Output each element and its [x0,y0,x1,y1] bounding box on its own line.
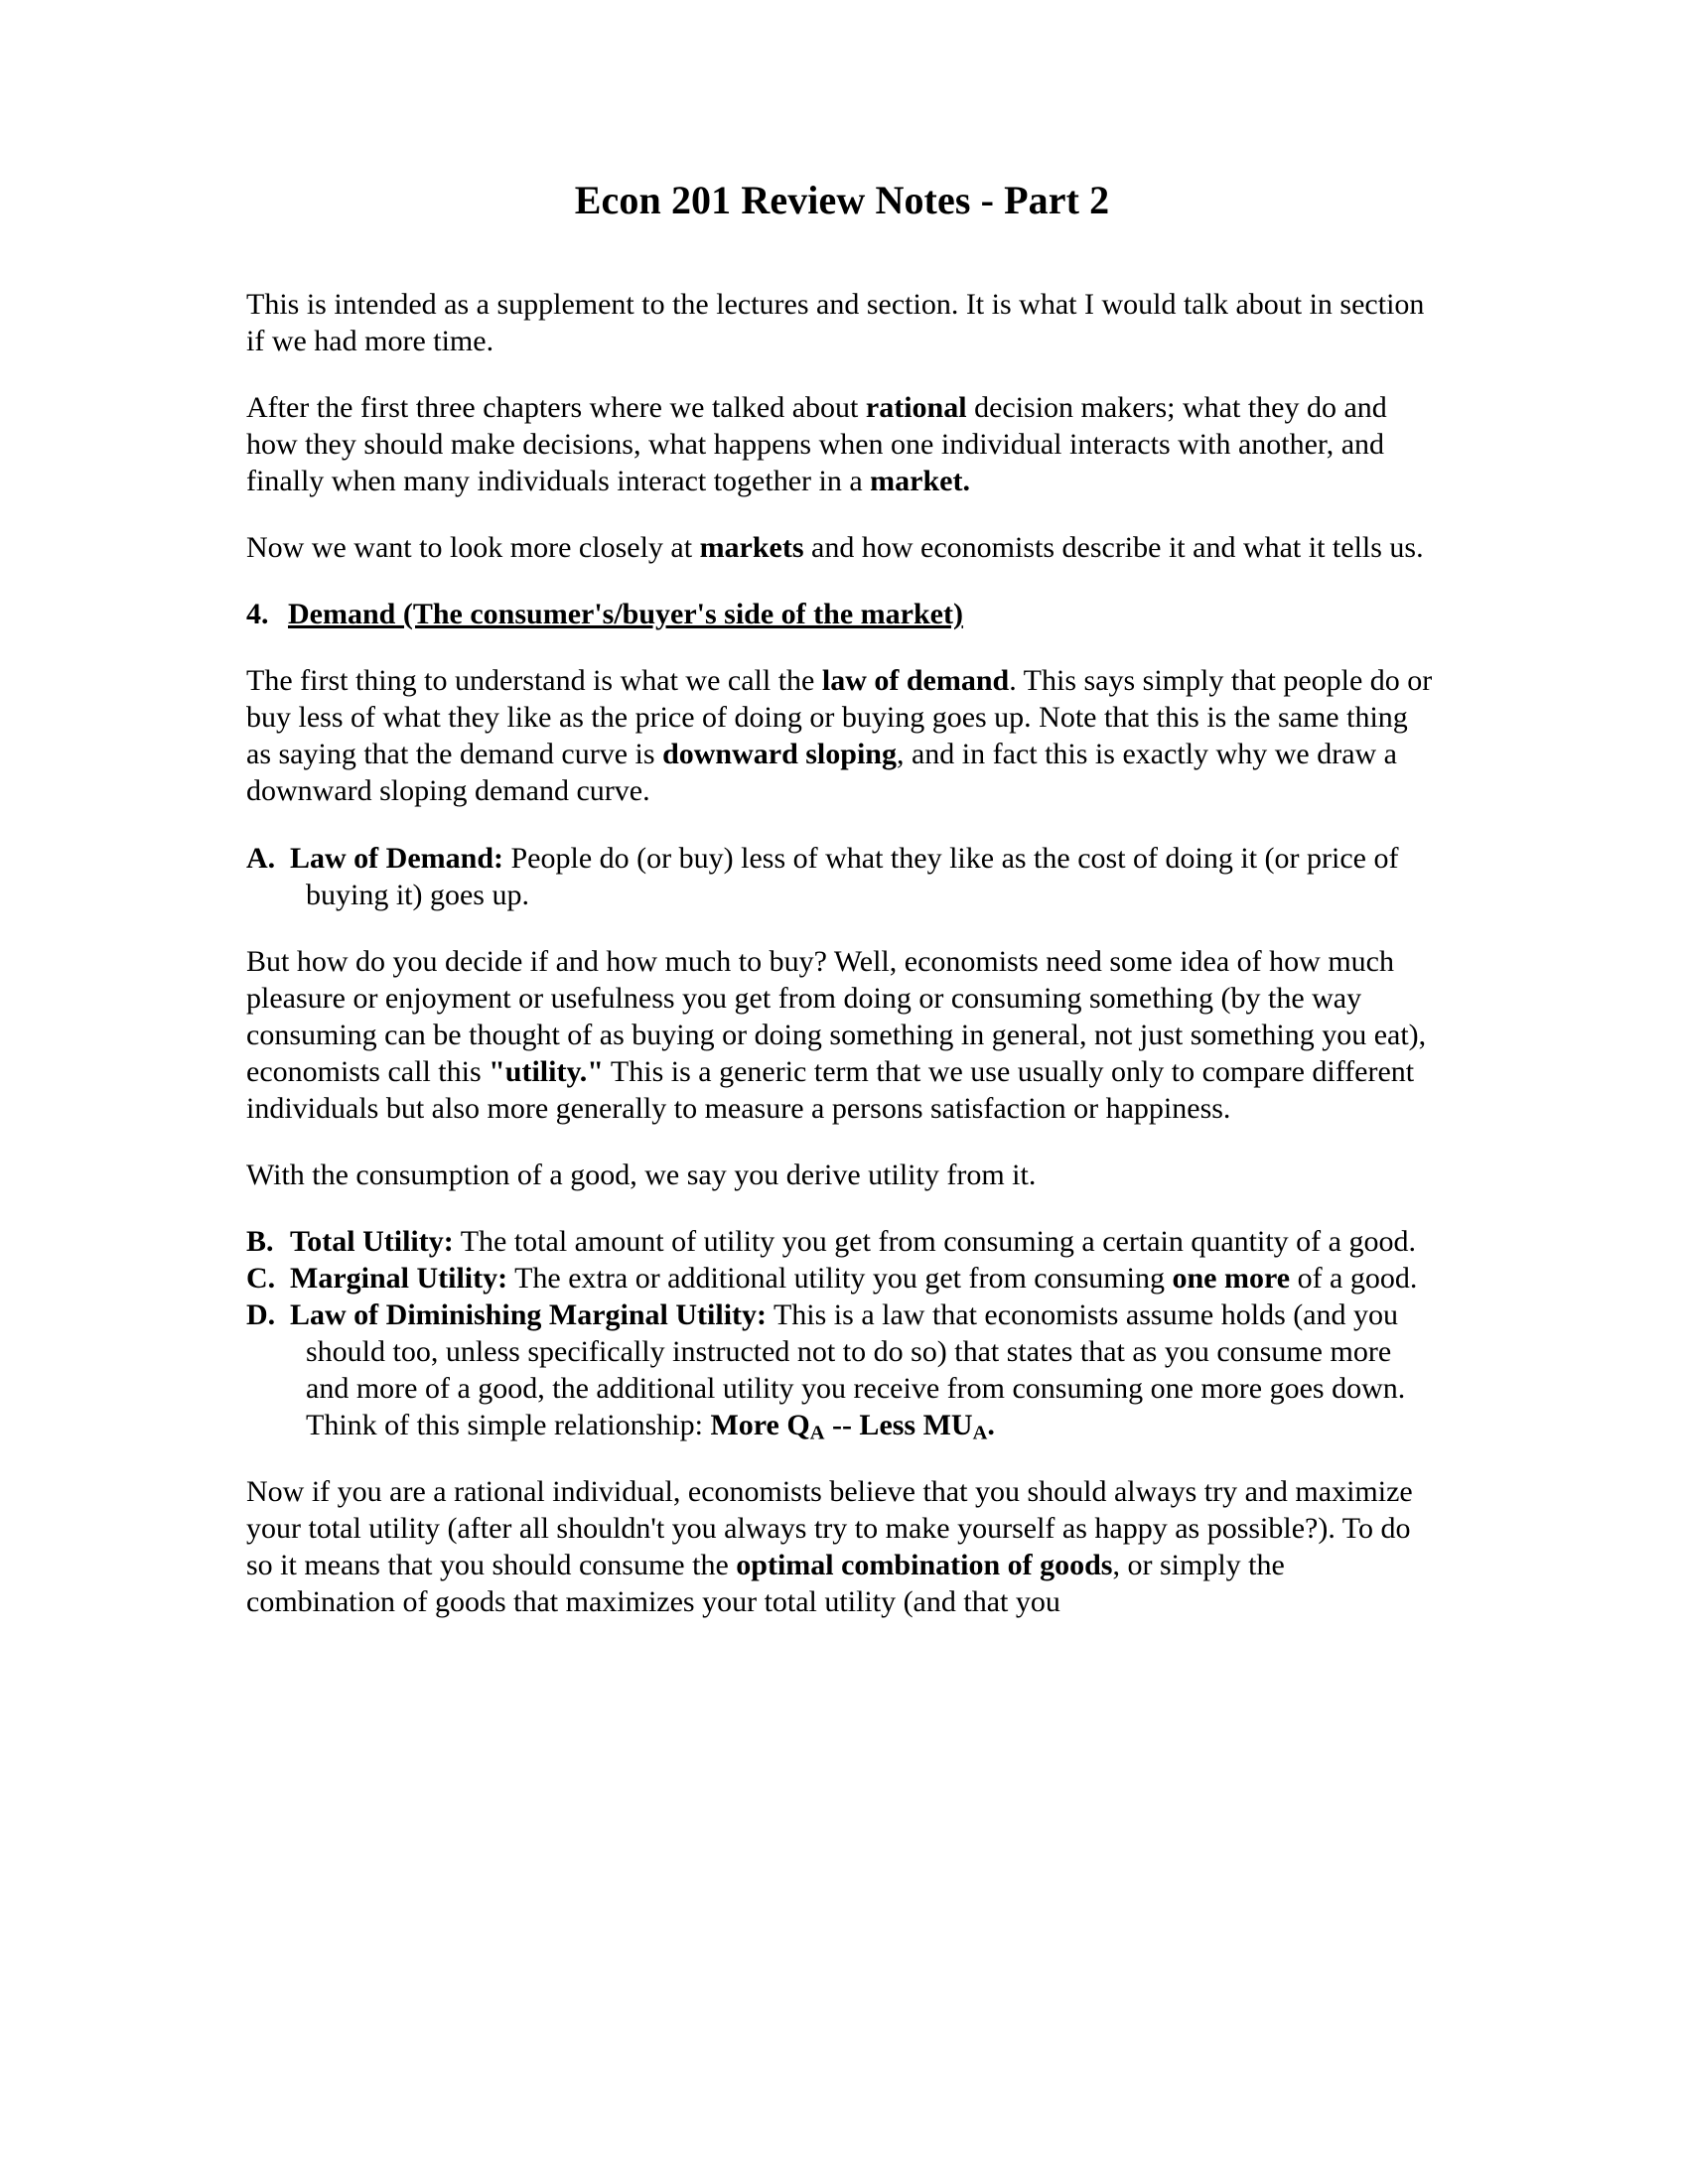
paragraph-maximize [246,1473,1438,1620]
list-item-term: Total Utility: [290,1224,454,1258]
section-title: Demand (The consumer's/buyer's side of the market) [288,598,963,631]
formula-more-q: More Q [710,1409,810,1442]
law-intro-bold-law-of-demand: law of demand [821,664,1010,698]
formula-subscript-a-1: A [809,1422,825,1444]
list-item [246,1223,1438,1260]
section-number: 4. [246,598,269,631]
spacer [246,1127,1438,1157]
chapters-bold-rational: rational [865,391,967,425]
paragraph-derive [246,1157,1438,1193]
spacer [246,359,1438,389]
list-item-letter: A. [246,841,276,875]
list-item-body-1: The extra or additional utility you get from consuming [507,1261,1173,1295]
chapters-bold-market: market. [870,465,970,498]
markets-bold-markets: markets [699,531,804,565]
formula-period: . [987,1409,995,1442]
spacer [246,566,1438,596]
spacer [246,224,1438,286]
list-item-body: People do (or buy) less of what they like as the cost of doing it (or price of buying it) goes up. [306,841,1399,911]
law-intro-text-2: . This says simply that people do or buy less of what they like as the price of doing or buying goes up. Note that this is the same thing as saying that the demand curve is [246,664,1433,771]
law-intro-text-1: The first thing to understand is what we call the [246,664,822,698]
paragraph-intro-text: This is intended as a supplement to the lectures and section. It is what I would talk about in section if we had more time. [246,288,1425,358]
utility-intro-bold-utility: "utility." [489,1054,604,1088]
paragraph-law-intro [246,662,1438,809]
spacer [246,632,1438,662]
page-title: Econ 201 Review Notes - Part 2 [574,178,1110,222]
utility-intro-text-2: This is a generic term that we use usually only to compare different individuals but also more generally to measure a persons satisfaction or happiness. [246,1054,1415,1125]
spacer [246,499,1438,529]
list-item-term: Law of Demand: [290,841,503,875]
utility-intro-text-1: But how do you decide if and how much to buy? Well, economists need some idea of how much pleasure or enjoyment or usefulness you get from doing or consuming something (by the way consuming can be thought of as buying or doing something in general, not just something you eat), economists call this [246,944,1427,1088]
maximize-text-1: Now if you are a rational individual, economists believe that you should always try and maximize your total utility (after all shouldn't you always try to make yourself as happy as possible?). To do so it means that you should consume the [246,1475,1413,1582]
formula-subscript-a-2: A [972,1422,988,1444]
list-item-letter: B. [246,1224,274,1258]
list-item-letter: D. [246,1297,276,1331]
list-item-body-2: of a good. [1290,1261,1418,1295]
formula-dash-less-mu: -- Less MU [824,1409,973,1442]
list-item [246,840,1438,913]
section-heading-4 [246,596,1438,632]
document-body [246,0,1438,1620]
formula-more-q-less-mu [710,1409,995,1444]
list-item [246,1297,1438,1443]
markets-text-2: and how economists describe it and what it tells us. [803,531,1424,565]
derive-text: With the consumption of a good, we say you derive utility from it. [246,1158,1037,1191]
law-intro-text-3: , and in fact this is exactly why we draw a downward sloping demand curve. [246,738,1397,808]
spacer [246,1193,1438,1223]
list-item-body-1: This is a law that economists assume holds (and you should too, unless specifically instructed not to do so) that states that as you consume more and more of a good, the additional utility you receive from consuming one more goes down. Think of this simple relationship: [306,1297,1406,1442]
list-item-term: Marginal Utility: [290,1261,508,1295]
list-item-bold-one-more: one more [1172,1261,1291,1295]
lettered-list-a [246,840,1438,913]
maximize-bold-optimal-combination: optimal combination of goods [736,1549,1113,1582]
list-item [246,1260,1438,1297]
maximize-text-2: , or simply the combination of goods that maximizes your total utility (and that you [246,1549,1285,1619]
list-item-term: Law of Diminishing Marginal Utility: [290,1297,768,1331]
spacer [246,1443,1438,1473]
lettered-list-bcd [246,1223,1438,1443]
paragraph-markets [246,529,1438,566]
list-item-letter: C. [246,1261,276,1295]
list-item-body: The total amount of utility you get from consuming a certain quantity of a good. [453,1224,1416,1258]
chapters-text-1: After the first three chapters where we talked about [246,391,866,425]
law-intro-bold-downward-sloping: downward sloping [662,738,897,771]
paragraph-chapters [246,389,1438,499]
spacer [246,810,1438,840]
paragraph-intro [246,286,1438,359]
spacer [246,913,1438,943]
paragraph-utility-intro [246,943,1438,1127]
chapters-text-2: decision makers; what they do and how they should make decisions, what happens when one individual interacts with another, and finally when many individuals interact together in a [246,391,1387,498]
markets-text-1: Now we want to look more closely at [246,531,700,565]
